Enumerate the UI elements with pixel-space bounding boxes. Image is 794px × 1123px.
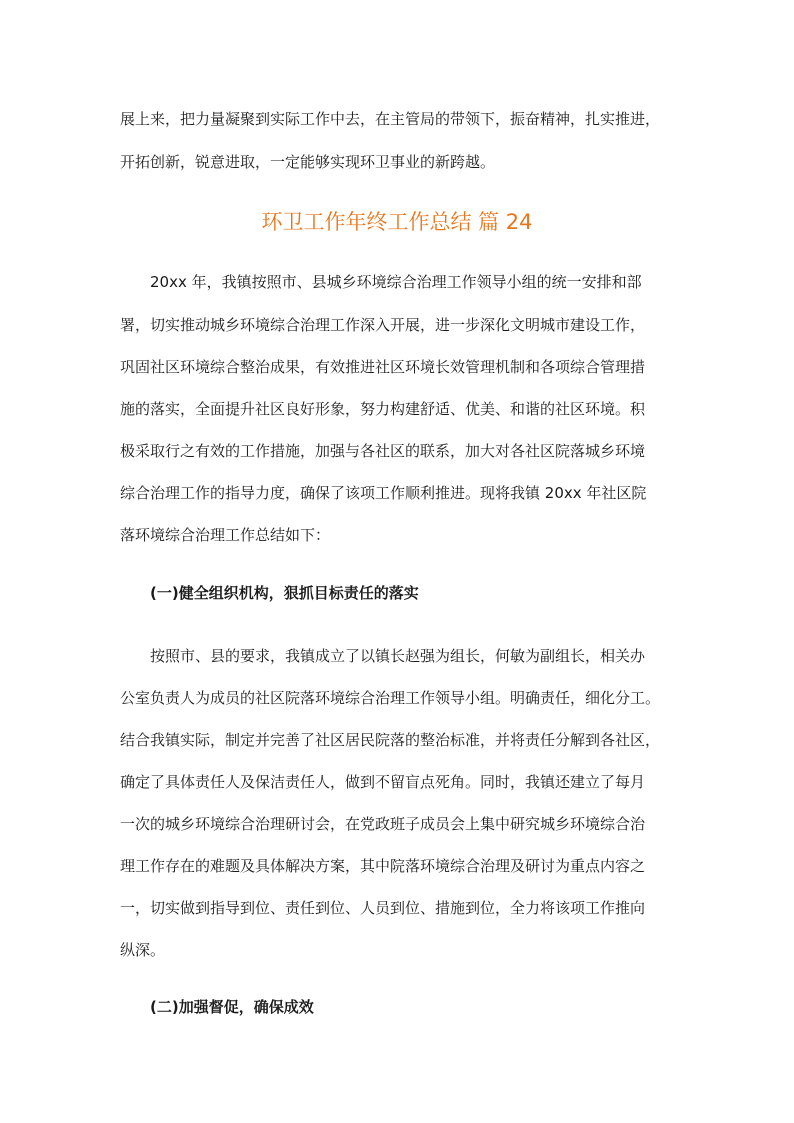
subheading: (二)加强督促，确保成效 [120,998,314,1016]
intro-line: 展上来，把力量凝聚到实际工作中去，在主管局的带领下，振奋精神，扎实推进， [120,110,661,128]
paragraph-line: 综合治理工作的指导力度，确保了该项工作顺利推进。现将我镇 20xx 年社区院 [120,484,647,502]
paragraph-line: 巩固社区环境综合整治成果，有效推进社区环境长效管理机制和各项综合管理措 [120,358,646,376]
paragraph-line: 20xx 年，我镇按照市、县城乡环境综合治理工作领导小组的统一安排和部 [120,273,642,291]
subheading: (一)健全组织机构，狠抓目标责任的落实 [120,584,419,602]
section-title: 环卫工作年终工作总结 篇 24 [261,210,533,234]
paragraph-line: 署，切实推动城乡环境综合治理工作深入开展，进一步深化文明城市建设工作， [120,316,646,334]
paragraph-line: 按照市、县的要求，我镇成立了以镇长赵强为组长，何敏为副组长，相关办 [120,647,646,665]
paragraph-line: 结合我镇实际，制定并完善了社区居民院落的整治标准，并将责任分解到各社区， [120,731,661,749]
paragraph-line: 施的落实，全面提升社区良好形象，努力构建舒适、优美、和谐的社区环境。积 [120,400,646,418]
paragraph-line: 确定了具体责任人及保洁责任人，做到不留盲点死角。同时，我镇还建立了每月 [120,773,646,791]
paragraph-line: 极采取行之有效的工作措施，加强与各社区的联系，加大对各社区院落城乡环境 [120,442,646,460]
paragraph-line: 一，切实做到指导到位、责任到位、人员到位、措施到位，全力将该项工作推向 [120,899,646,917]
paragraph-line: 理工作存在的难题及具体解决方案，其中院落环境综合治理及研讨为重点内容之 [120,857,646,875]
paragraph-line: 纵深。 [120,941,166,959]
intro-line: 开拓创新，锐意进取，一定能够实现环卫事业的新跨越。 [120,153,496,171]
paragraph-line: 公室负责人为成员的社区院落环境综合治理工作领导小组。明确责任，细化分工。 [120,689,661,707]
paragraph-line: 落环境综合治理工作总结如下： [120,526,331,544]
paragraph-line: 一次的城乡环境综合治理研讨会，在党政班子成员会上集中研究城乡环境综合治 [120,815,646,833]
